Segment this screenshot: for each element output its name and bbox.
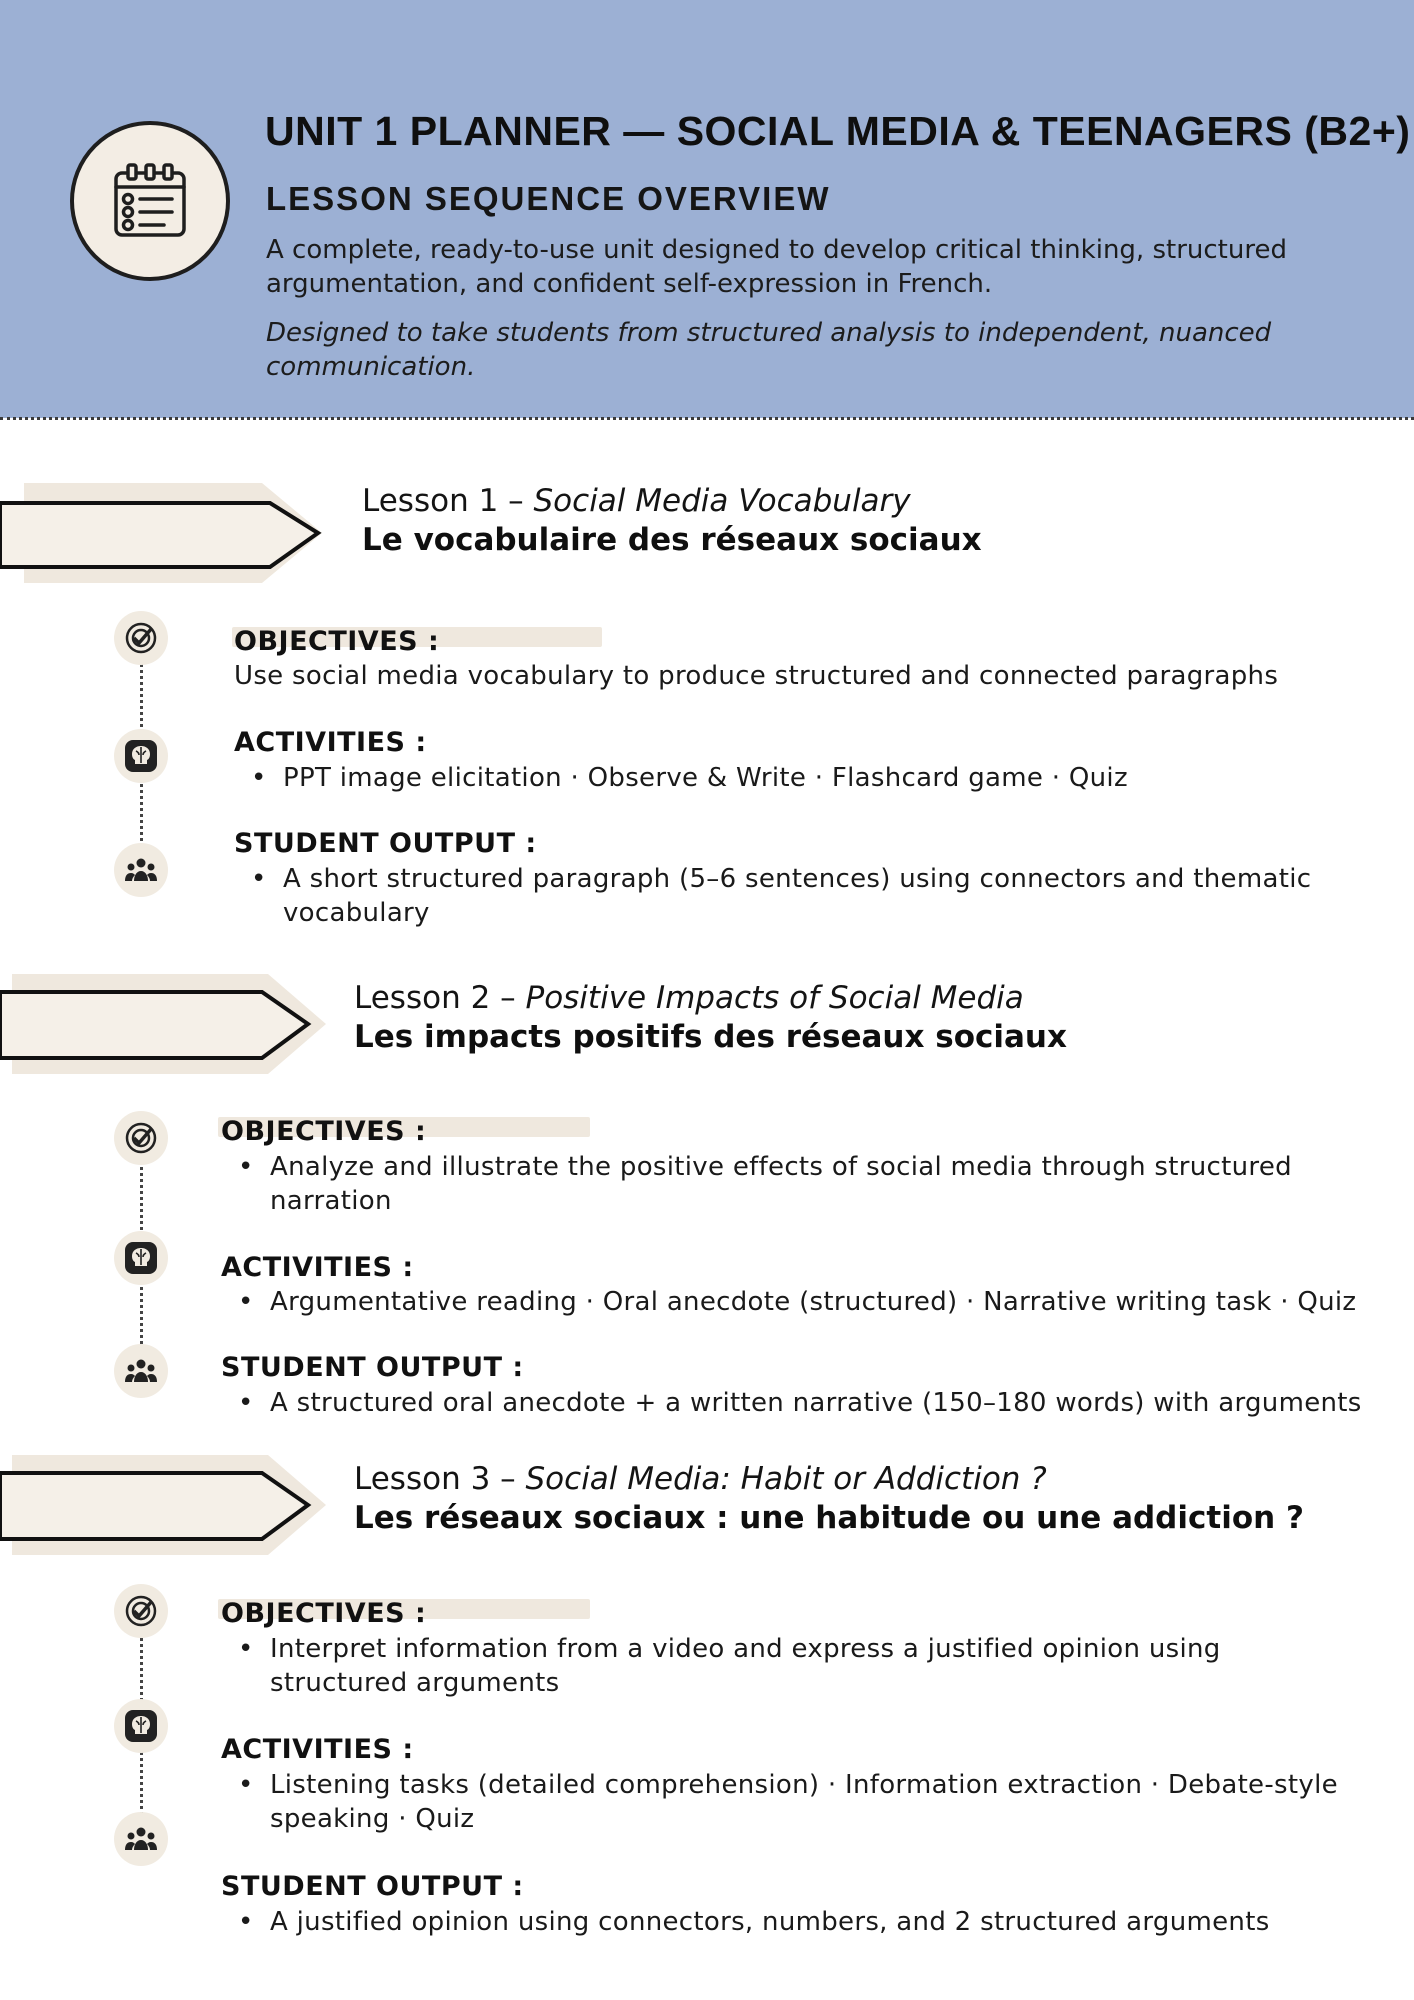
objectives-item: • Analyze and illustrate the positive effects of social media through structured narration <box>270 1150 1360 1218</box>
unit-tagline: Designed to take students from structured analysis to independent, nuanced communication. <box>266 318 1272 382</box>
page-title: UNIT 1 PLANNER — SOCIAL MEDIA & TEENAGERS (B2+) <box>265 108 1411 154</box>
objectives-text: Use social media vocabulary to produce structured and connected paragraphs <box>234 661 1279 691</box>
lesson-title-en: Positive Impacts of Social Media <box>525 980 1024 1016</box>
output-item: • A structured oral anecdote + a written narrative (150–180 words) with arguments <box>270 1386 1400 1420</box>
output-item: • A justified opinion using connectors, numbers, and 2 structured arguments <box>270 1905 1390 1939</box>
lesson-title-en: Social Media Vocabulary <box>533 483 911 519</box>
lesson-title-fr: Les réseaux sociaux : une habitude ou une addiction ? <box>354 1500 1304 1536</box>
calendar-checklist-icon <box>70 121 230 281</box>
header-divider <box>0 417 1414 420</box>
lesson-title <box>362 483 911 519</box>
lesson-title-fr: Les impacts positifs des réseaux sociaux <box>354 1019 1067 1055</box>
output-item: • A short structured paragraph (5–6 sentences) using connectors and thematic vocabulary <box>283 862 1363 930</box>
activities-label: ACTIVITIES : <box>234 727 427 758</box>
objectives-item: • Interpret information from a video and express a justified opinion using structured arguments <box>270 1632 1330 1700</box>
arrow-banner-icon <box>0 483 350 593</box>
lesson-title <box>354 1461 1047 1497</box>
activities-label: ACTIVITIES : <box>221 1734 414 1765</box>
brain-icon <box>114 1231 168 1285</box>
activities-item: • Argumentative reading · Oral anecdote (structured) · Narrative writing task · Quiz <box>270 1285 1390 1319</box>
objectives-label: OBJECTIVES : <box>221 1598 427 1629</box>
lesson-title-en: Social Media: Habit or Addiction ? <box>525 1461 1047 1497</box>
group-people-icon <box>114 1812 168 1866</box>
activities-label: ACTIVITIES : <box>221 1252 414 1283</box>
output-label: STUDENT OUTPUT : <box>221 1352 524 1383</box>
output-label: STUDENT OUTPUT : <box>221 1871 524 1902</box>
lesson-number: Lesson 3 – <box>354 1461 526 1497</box>
lesson-title-fr: Le vocabulaire des réseaux sociaux <box>362 522 982 558</box>
target-check-icon <box>114 1111 168 1165</box>
arrow-banner-icon <box>0 974 340 1084</box>
lesson-number: Lesson 1 – <box>362 483 534 519</box>
page-subtitle: LESSON SEQUENCE OVERVIEW <box>266 180 831 217</box>
objectives-label: OBJECTIVES : <box>221 1116 427 1147</box>
objectives-label: OBJECTIVES : <box>234 626 440 657</box>
activities-item: • PPT image elicitation · Observe & Write · Flashcard game · Quiz <box>283 761 1383 795</box>
lesson-3 <box>0 1455 1414 1955</box>
lesson-number: Lesson 2 – <box>354 980 526 1016</box>
unit-description: A complete, ready-to-use unit designed to develop critical thinking, structured argumentation, and confident self-expression in French. <box>266 235 1287 299</box>
brain-icon <box>114 1699 168 1753</box>
arrow-banner-icon <box>0 1455 340 1565</box>
group-people-icon <box>114 1344 168 1398</box>
group-people-icon <box>114 843 168 897</box>
target-check-icon <box>114 611 168 665</box>
brain-icon <box>114 729 168 783</box>
output-label: STUDENT OUTPUT : <box>234 828 537 859</box>
activities-item: • Listening tasks (detailed comprehension) · Information extraction · Debate-style speaking · Quiz <box>270 1768 1370 1836</box>
lesson-title <box>354 980 1024 1016</box>
target-check-icon <box>114 1584 168 1638</box>
